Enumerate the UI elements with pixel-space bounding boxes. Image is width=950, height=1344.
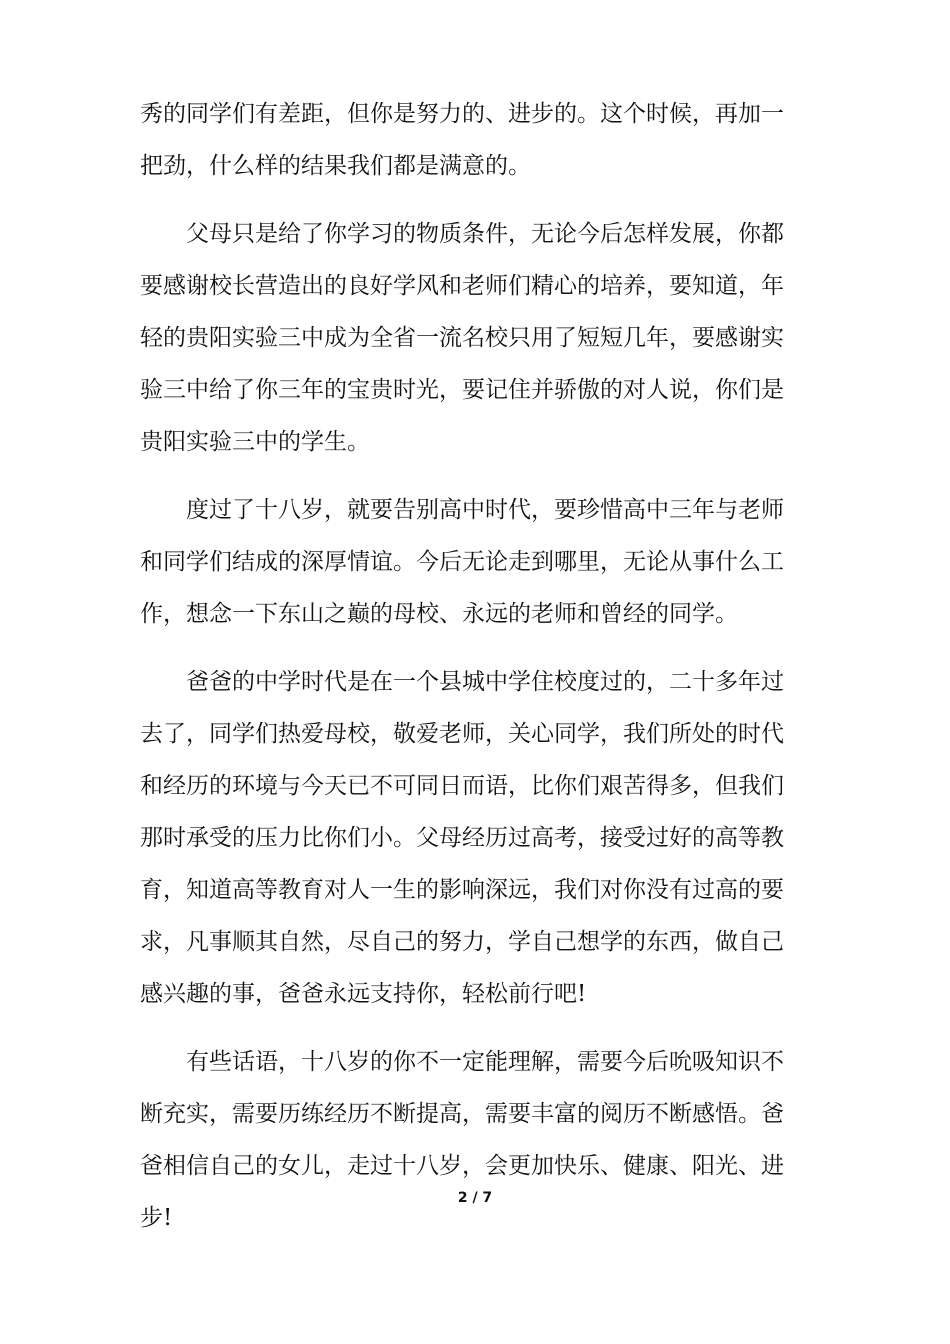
text-line: 父母只是给了你学习的物质条件，无论今后怎样发展，你都 xyxy=(140,221,784,247)
paragraph-gap xyxy=(140,1020,816,1036)
paragraph xyxy=(140,208,816,468)
text-line: 有些话语，十八岁的你不一定能理解，需要今后吮吸知识不 xyxy=(140,1049,784,1075)
text-line: 和同学们结成的深厚情谊。今后无论走到哪里，无论从事什么工 xyxy=(140,549,784,575)
text-line: 和经历的环境与今天已不可同日而语，比你们艰苦得多，但我们 xyxy=(140,773,784,799)
text-line: 步! xyxy=(140,1205,173,1231)
text-line: 求，凡事顺其自然，尽自己的努力，学自己想学的东西，做自己 xyxy=(140,929,784,955)
paragraph-gap xyxy=(140,640,816,656)
text-line: 把劲，什么样的结果我们都是满意的。 xyxy=(140,153,531,179)
text-line: 要感谢校长营造出的良好学风和老师们精心的培养，要知道，年 xyxy=(140,273,784,299)
text-line: 断充实，需要历练经历不断提高，需要丰富的阅历不断感悟。爸 xyxy=(140,1101,784,1127)
text-line: 感兴趣的事，爸爸永远支持你，轻松前行吧! xyxy=(140,981,587,1007)
paragraph-gap xyxy=(140,468,816,484)
text-line: 去了，同学们热爱母校，敬爱老师，关心同学，我们所处的时代 xyxy=(140,721,784,747)
text-line: 贵阳实验三中的学生。 xyxy=(140,429,370,455)
text-line: 爸爸的中学时代是在一个县城中学住校度过的，二十多年过 xyxy=(140,669,784,695)
text-line: 育，知道高等教育对人一生的影响深远，我们对你没有过高的要 xyxy=(140,877,784,903)
paragraph xyxy=(140,484,816,640)
text-line: 度过了十八岁，就要告别高中时代，要珍惜高中三年与老师 xyxy=(140,497,784,523)
text-line: 验三中给了你三年的宝贵时光，要记住并骄傲的对人说，你们是 xyxy=(140,377,784,403)
text-line: 那时承受的压力比你们小。父母经历过高考，接受过好的高等教 xyxy=(140,825,784,851)
text-line: 作，想念一下东山之巅的母校、永远的老师和曾经的同学。 xyxy=(140,601,738,627)
text-line: 轻的贵阳实验三中成为全省一流名校只用了短短几年，要感谢实 xyxy=(140,325,784,351)
text-line: 秀的同学们有差距，但你是努力的、进步的。这个时候，再加一 xyxy=(140,101,784,127)
page-number: 2 / 7 xyxy=(457,1190,493,1206)
text-line: 爸相信自己的女儿，走过十八岁，会更加快乐、健康、阳光、进 xyxy=(140,1153,784,1179)
paragraph xyxy=(140,1036,816,1244)
paragraph-gap xyxy=(140,192,816,208)
document-body xyxy=(140,88,816,1244)
paragraph xyxy=(140,88,816,192)
paragraph xyxy=(140,656,816,1020)
